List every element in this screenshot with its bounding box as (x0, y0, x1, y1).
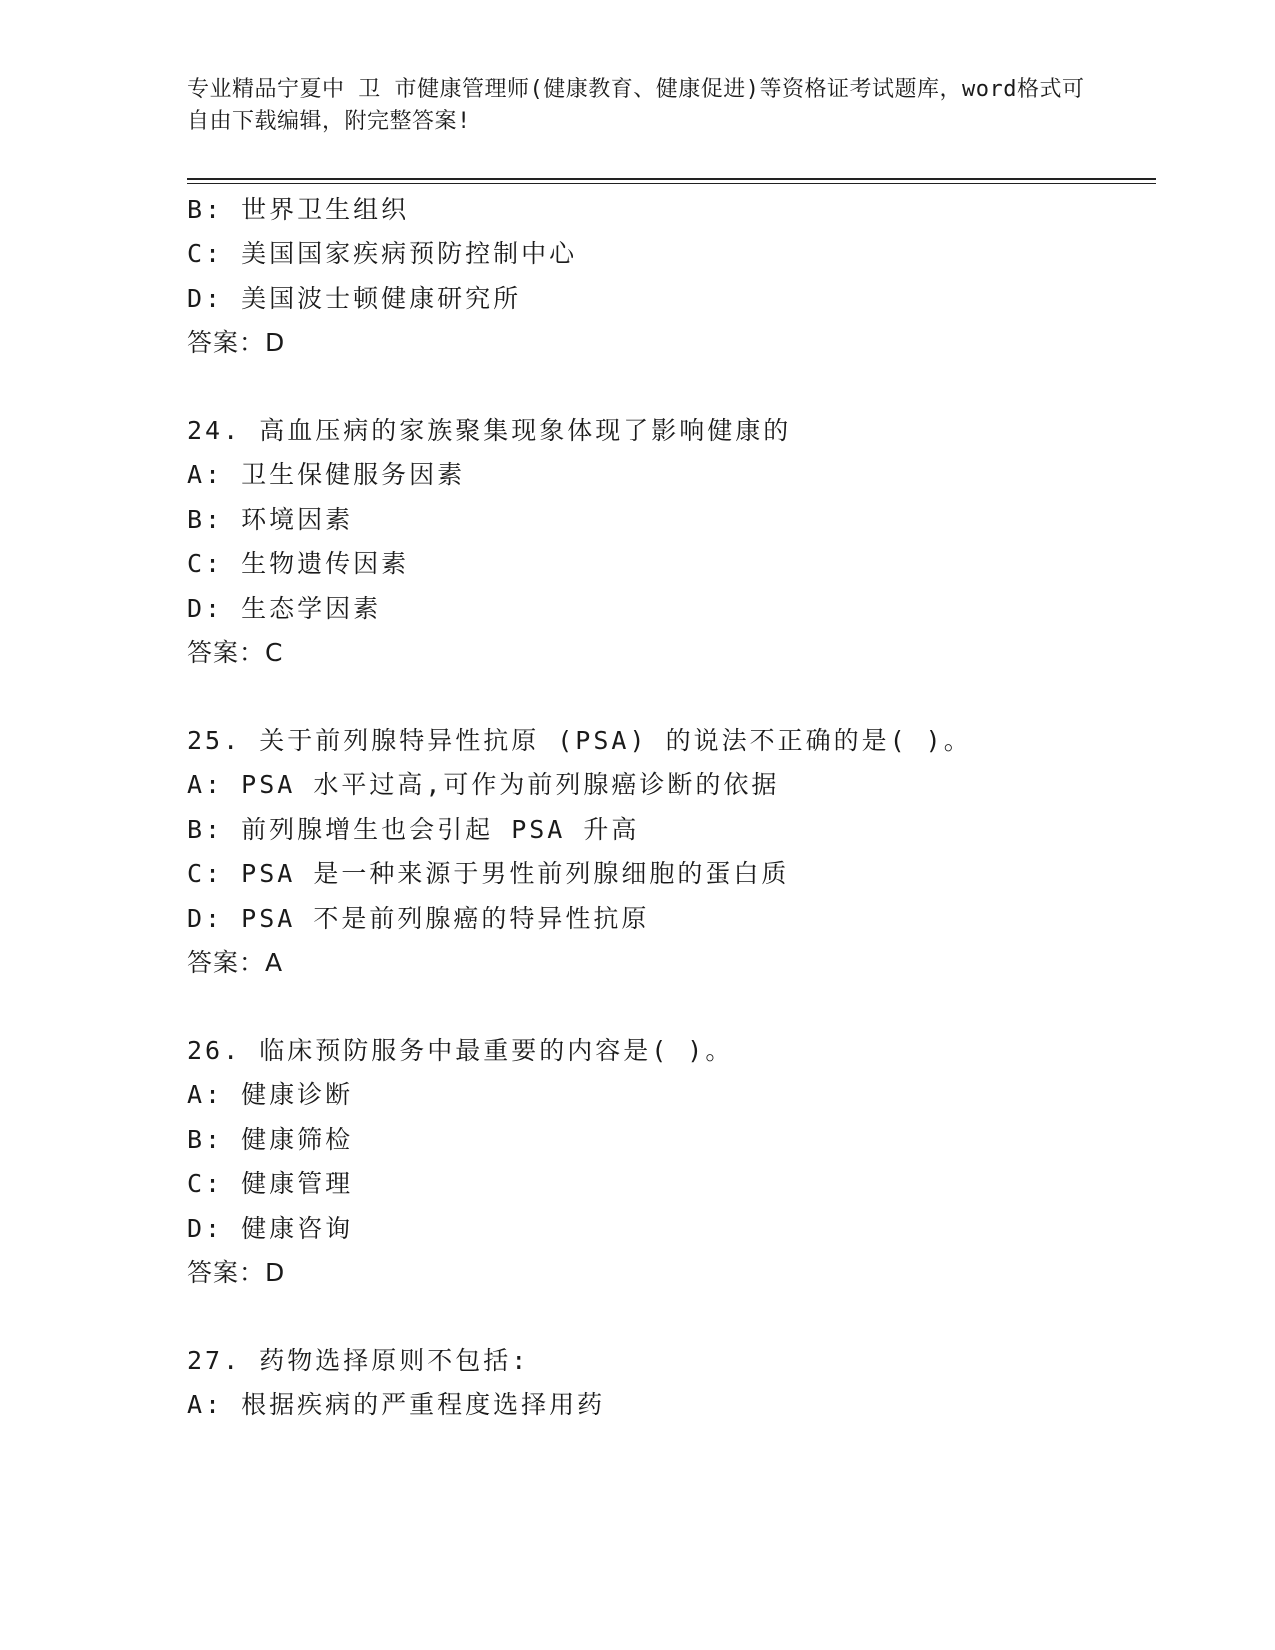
q27-question: 27. 药物选择原则不包括: (187, 1346, 530, 1375)
q24-option-d: D: 生态学因素 (187, 594, 382, 623)
q24-option-b: B: 环境因素 (187, 505, 354, 534)
header-divider-thick (187, 178, 1156, 180)
q26-question: 26. 临床预防服务中最重要的内容是( )。 (187, 1036, 734, 1065)
q26-option-b: B: 健康筛检 (187, 1125, 354, 1154)
q27-option-a: A: 根据疾病的严重程度选择用药 (187, 1390, 606, 1419)
q26-option-c: C: 健康管理 (187, 1169, 354, 1198)
q26-option-d: D: 健康咨询 (187, 1214, 354, 1243)
q25-option-a: A: PSA 水平过高,可作为前列腺癌诊断的依据 (187, 770, 780, 799)
q23-option-b: B: 世界卫生组织 (187, 195, 410, 224)
q26-answer: 答案：D (187, 1258, 286, 1287)
q23-option-c: C: 美国国家疾病预防控制中心 (187, 239, 578, 268)
q25-option-c: C: PSA 是一种来源于男性前列腺细胞的蛋白质 (187, 859, 790, 888)
q26-option-a: A: 健康诊断 (187, 1080, 354, 1109)
q24-answer: 答案：C (187, 638, 284, 667)
q25-option-b: B: 前列腺增生也会引起 PSA 升高 (187, 815, 640, 844)
q23-answer: 答案：D (187, 328, 286, 357)
q24-option-c: C: 生物遗传因素 (187, 549, 410, 578)
document-header: 专业精品宁夏中 卫 市健康管理师(健康教育、健康促进)等资格证考试题库，word格式可自由下载编辑，附完整答案! (187, 77, 1085, 134)
q24-option-a: A: 卫生保健服务因素 (187, 460, 466, 489)
q25-answer: 答案：A (187, 948, 284, 977)
q25-question: 25. 关于前列腺特异性抗原 (PSA) 的说法不正确的是( )。 (187, 726, 972, 755)
q23-option-d: D: 美国波士顿健康研究所 (187, 284, 522, 313)
q25-option-d: D: PSA 不是前列腺癌的特异性抗原 (187, 904, 650, 933)
header-divider-thin (187, 183, 1156, 184)
q24-question: 24. 高血压病的家族聚集现象体现了影响健康的 (187, 416, 792, 445)
